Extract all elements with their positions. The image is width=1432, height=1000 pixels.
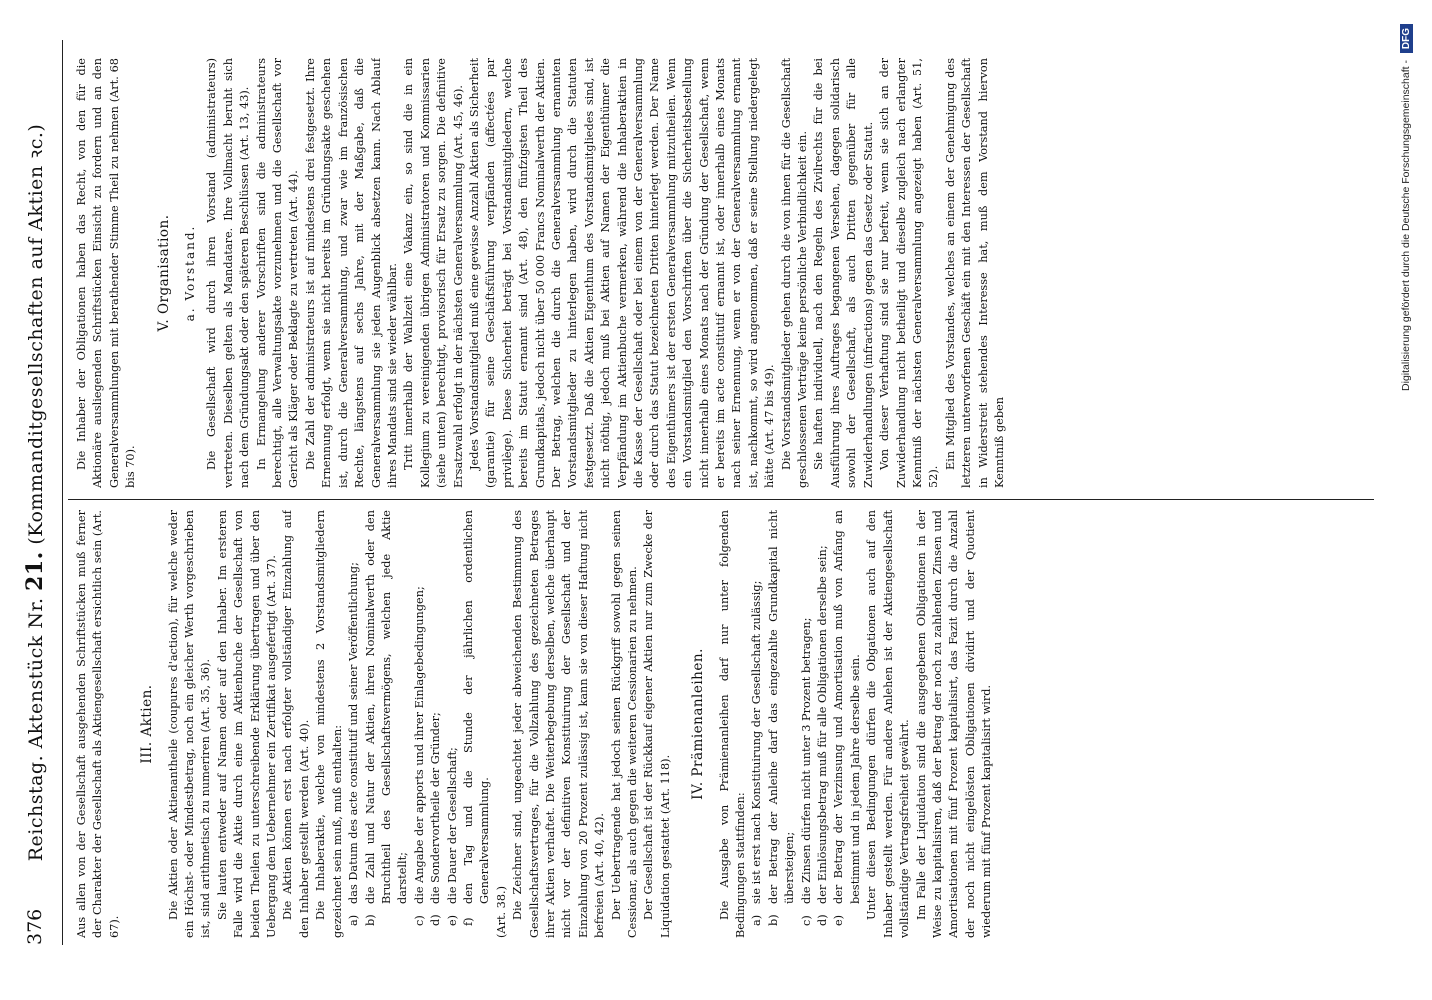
list-item-label: b) (766, 914, 780, 926)
dfg-logo: DFG (1400, 24, 1413, 53)
list-item-label: e) (832, 914, 846, 926)
right-column (74, 58, 1374, 488)
list-item-label: e) (445, 914, 459, 926)
running-head (22, 40, 52, 945)
paragraph: Der Uebertragende hat jedoch seinen Rückgriff sowohl gegen seinen Cessionar, als auch gegen die weiteren Cessionarien zu nehmen. (609, 510, 639, 938)
list-item-label: b) (363, 914, 377, 926)
paragraph: Die Inhaber der Obligationen haben das Recht, von den für die Aktionäre ausliegenden Schriftstücken Einsicht zu fordern und an den Generalversammlungen mit berathender Stimme Theil zu nehmen (Art. 68 bis 70). (75, 58, 138, 488)
paragraph: Unter diesen Bedingungen dürfen die Obgationen auch auf den Inhaber gestellt werden. Für andere Anlehen ist der Aktiengesellschaft vollständige Vertragsfreiheit gewährt. (865, 510, 912, 938)
list-item-label: a) (347, 914, 361, 926)
list-item (445, 510, 461, 938)
list-item-text: die Zahl und Natur der Aktien, ihren Nominalwerth oder den Bruchtheil des Gesellschaftsvermögens, welchen jede Aktie darstellt; (363, 510, 410, 904)
paragraph: Aus allen von der Gesellschaft ausgehenden Schriftstücken muß ferner der Charakter der Gesellschaft als Aktiengesellschaft ersichtlich sein (Art. 67). (75, 510, 121, 938)
paragraph: Die Gesellschaft wird durch ihren Vorstand (administrateurs) vertreten. Dieselben gelten als Mandatare. Ihre Vollmacht beruht sich nach dem Gründungsakt oder den späteren Beschlüssen (Art. 13, 43). (205, 58, 252, 488)
header-document-number: 21. (22, 551, 48, 591)
list-item-label: c) (799, 915, 813, 926)
subsection-heading: a. Vorstand. (183, 224, 198, 322)
list-item-label: a) (750, 914, 764, 926)
section-heading: V. Organisation. (155, 214, 172, 332)
page-number: 376 (24, 908, 46, 945)
paragraph: (Art. 38.) (494, 885, 508, 938)
list-item-text: der Einlösungsbetrag muß für alle Obligationen derselbe sein; (816, 545, 830, 904)
paragraph: Die Ausgabe von Prämienanleihen darf nur unter folgenden Bedingungen stattfinden: (717, 510, 748, 938)
paragraph: Die Inhaberaktie, welche von mindestens 2 Vorstandsmitgliedern gezeichnet sein muß, muß enthalten: (314, 510, 344, 938)
column-divider (68, 499, 1374, 500)
paragraph: Sie haften individuell, nach den Regeln des Zivilrechts für die bei Ausführung ihres Auftrages begangenen Versehen, dagegen solidarisch sowohl der Gesellschaft, als auch Dritten gegenüber für alle Zuwiderhandlungen (infractions) gegen das Gesetz oder Statut. (812, 58, 875, 488)
list-item-text: das Datum des acte constitutif und seiner Veröffentlichung; (347, 562, 361, 904)
list-item-text: die Sondervortheile der Gründer; (429, 712, 443, 904)
paragraph: Die Aktien können erst nach erfolgter vollständiger Einzahlung auf den Inhaber gestellt werden (Art. 40). (281, 510, 311, 938)
header-title-text: Reichstag. Aktenstück Nr. (25, 597, 47, 862)
digitization-footer (1400, 24, 1413, 660)
left-column (74, 510, 1374, 938)
list-item-text: die Angabe der apports und ihrer Einlagebedingungen; (412, 586, 426, 904)
header-subject: (Kommanditgesellschaften auf Aktien ꝛc.) (25, 123, 47, 545)
paragraph: Von dieser Verhaftung sind sie nur befreit, wenn sie sich an der Zuwiderhandlung nicht betheiligt und dieselbe zugleich nach erlangter Kenntniß der nächsten Generalversammlung angezeigt haben (Art. 51, 52). (878, 58, 941, 488)
list-item-text: die Dauer der Gesellschaft; (445, 747, 459, 904)
section-heading: IV. Prämienanleihen. (690, 648, 707, 800)
list-item (749, 510, 765, 938)
list-item (815, 510, 831, 938)
list-item-label: c) (412, 915, 426, 926)
paragraph: In Ermangelung anderer Vorschriften sind die administrateurs berechtigt, alle Verwaltungsakte vorzunehmen und die Gesellschaft vor Gericht als Kläger oder Beklagte zu vertreten (Art. 44). (254, 58, 301, 488)
list-item (363, 510, 412, 938)
list-item-text: der Betrag der Anleihe darf das eingezahlte Grundkapital nicht übersteigen; (766, 510, 797, 904)
paragraph: Die Aktien oder Aktienantheile (coupures d'action), für welche weder ein Höchst- oder Mindestbetrag, noch ein gleicher Werth vorgeschrieben ist, sind arithmetisch zu numeriren (Art. 35, 36). (166, 510, 213, 938)
list-item-text: sie ist erst nach Konstituirung der Gesellschaft zulässig; (750, 580, 764, 904)
paragraph: Im Falle der Liquidation sind die ausgegebenen Obligationen in der Weise zu kapitalisiren, daß der Betrag der noch zu zahlenden Zinsen und Amortisationen mit fünf Prozent kapitalisirt, das Fazit durch die Anzahl der noch nicht eingelösten Obligationen dividirt und der Quotient wiederum mit fünf Prozent kapitalisirt wird. (914, 510, 994, 938)
list-item (766, 510, 799, 938)
list-item (799, 510, 815, 938)
paragraph: Die Zeichner sind, ungeachtet jeder abweichenden Bestimmung des Gesellschaftsvertrages, für die Vollzahlung des gezeichneten Betrages ihrer Aktien verhaftet. Die Weiterbegebung derselben, welche überhaupt nicht vor der definitiven Konstituirung der Gesellschaft und der Einzahlung von 20 Prozent zulässig ist, kann sie von dieser Haftung nicht befreien (Art. 40, 42). (511, 510, 607, 938)
list-item-label: d) (816, 914, 830, 926)
list-item-text: der Betrag der Verzinsung und Amortisation muß von Anfang an bestimmt und in jedem Jahre derselbe sein. (832, 510, 862, 904)
list-item (461, 510, 494, 938)
list-item-text: die Zinsen dürfen nicht unter 3 Prozent betragen; (799, 617, 813, 904)
footer-text: Digitalisierung gefördert durch die Deutsche Forschungsgemeinschaft - (1400, 60, 1412, 391)
list-item-label: f) (461, 917, 475, 926)
paragraph: Tritt innerhalb der Wahlzeit eine Vakanz ein, so sind die in ein Kollegium zu vereinigenden übrigen Administratoren und Kommissarien (siehe unten) berechtigt, provisorisch für Ersatz zu sorgen. Die definitive Ersatzwahl erfolgt in der nächsten Generalversammlung (Art. 45, 46). (402, 58, 465, 488)
paragraph: Der Gesellschaft ist der Rückkauf eigener Aktien nur zum Zwecke der Liquidation gestattet (Art. 118). (642, 510, 672, 938)
list-item (346, 510, 362, 938)
paragraph: Die Zahl der administrateurs ist auf mindestens drei festgesetzt. Ihre Ernennung erfolgt, wenn sie nicht bereits im Gründungsakte geschehen ist, durch die Generalversammlung, und zwar wie im französischen Rechte, längstens auf sechs Jahre, mit der Maßgabe, daß die Generalversammlung sie jeden Augenblick absetzen kann. Nach Ablauf ihres Mandats sind sie wieder wählbar. (303, 58, 399, 488)
header-rule (62, 40, 63, 945)
list-item-label: d) (429, 914, 443, 926)
list-item (831, 510, 864, 938)
list-item-text: den Tag und die Stunde der jährlichen ordentlichen Generalversammlung. (461, 510, 492, 904)
section-heading: III. Aktien. (139, 684, 156, 764)
paragraph: Ein Mitglied des Vorstandes, welches an einem der Genehmigung des letzteren unterworfenen Geschäft ein mit den Interessen der Gesellschaft in Widerstreit stehendes Interesse hat, muß dem Vorstand hiervon Kenntniß geben (943, 58, 1006, 488)
list-item (428, 510, 444, 938)
paragraph: Sie lauten entweder auf Namen oder auf den Inhaber. Im ersteren Falle wird die Aktie durch eine im Aktienbuche der Gesellschaft von beiden Theilen zu unterschreibende Erklärung übertragen und über den Uebergang dem Uebernehmer ein Zertifikat ausgefertigt (Art. 37). (215, 510, 279, 938)
paragraph: Die Vorstandsmitglieder gehen durch die von ihnen für die Gesellschaft geschlossenen Verträge keine persönliche Verbindlichkeit ein. (779, 58, 810, 488)
paragraph: Jedes Vorstandsmitglied muß eine gewisse Anzahl Aktien als Sicherheit (garantie) für seine Geschäftsführung verpfänden (affectées par privilège). Diese Sicherheit beträgt bei Vorstandsmitgliedern, welche bereits im Statut ernannt sind (Art. 48), den fünfzigsten Theil des Grundkapitals, jedoch nicht über 50 000 Francs Nominalwerth der Aktien. Der Betrag, welchen die durch die Generalversammlung ernannten Vorstandsmitglieder zu hinterlegen haben, wird durch die Statuten festgesetzt. Daß die Aktien Eigenthum des Vorstandsmitgliedes sind, ist nicht nöthig, jedoch muß bei Aktien auf Namen der Eigenthümer die Verpfändung im Aktienbuche vermerken, während die Inhaberaktien in die Kasse der Gesellschaft oder bei einem von der Generalversammlung oder durch das Statut bezeichneten Dritten hinterlegt werden. Der Name des Eigenthümers ist der ersten Generalversammlung mitzutheilen. Wenn ein Vorstandsmitglied den Vorschriften über die Sicherheitsbestellung nicht innerhalb eines Monats nach der Gründung der Gesellschaft, wenn er bereits im acte constitutif ernannt ist, oder innerhalb eines Monats nach seiner Ernennung, wenn er von der Generalversammlung ernannt ist, nachkommt, so wird angenommen, daß er seine Stellung niedergelegt hätte (Art. 47 bis 49). (467, 58, 777, 488)
header-title (22, 40, 48, 945)
list-item (412, 510, 428, 938)
